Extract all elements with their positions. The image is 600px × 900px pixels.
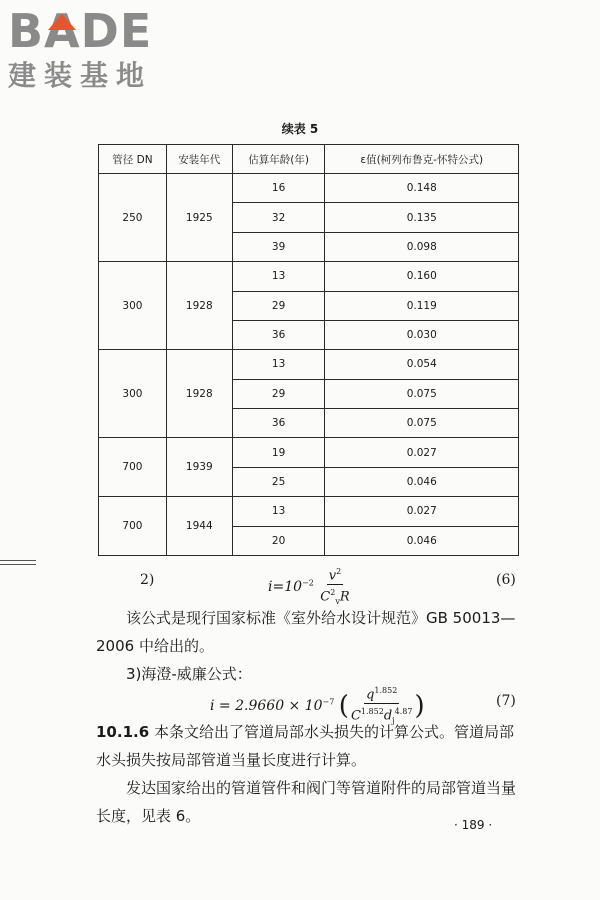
cell-year: 1925 <box>166 174 232 262</box>
right-paren: ) <box>414 691 425 722</box>
paragraph-hazen-williams: 3)海澄-威廉公式： <box>126 665 252 683</box>
equation-exponent: −2 <box>302 578 314 588</box>
equation-lhs: i = 2.9660 × 10 <box>210 698 323 715</box>
numerator-exponent: 2 <box>336 567 342 576</box>
cell-epsilon: 0.046 <box>325 526 519 556</box>
logo-brand: BADE <box>8 4 153 58</box>
logo <box>8 4 178 92</box>
cell-age: 25 <box>232 467 325 496</box>
cell-dn: 700 <box>99 438 167 497</box>
paragraph-standard: 该公式是现行国家标准《室外给水设计规范》GB 50013—2006 中给出的。 <box>96 609 516 655</box>
data-table <box>98 144 519 556</box>
equation-exponent: −7 <box>322 697 335 707</box>
denominator-mid: d <box>383 708 393 724</box>
cell-epsilon: 0.075 <box>325 409 519 438</box>
page-number: · 189 · <box>454 818 493 832</box>
fraction-numerator <box>364 683 399 704</box>
denominator-exponent: 1.852 <box>360 707 384 717</box>
cell-age: 19 <box>232 438 325 467</box>
cell-age: 29 <box>232 291 325 320</box>
cell-age: 36 <box>232 320 325 349</box>
header-age: 估算年龄(年) <box>232 145 325 174</box>
cell-age: 36 <box>232 409 325 438</box>
margin-mark <box>0 560 36 568</box>
header-epsilon: ε值(柯列布鲁克-怀特公式) <box>325 145 519 174</box>
cell-age: 16 <box>232 174 325 203</box>
table-row <box>99 174 519 203</box>
left-paren: ( <box>338 691 349 722</box>
logo-accent-triangle <box>48 14 76 30</box>
table-header-row <box>99 145 519 174</box>
header-dn: 管径 DN <box>99 145 167 174</box>
equation-number: (6) <box>496 572 516 588</box>
cell-dn: 300 <box>99 262 167 350</box>
cell-dn: 300 <box>99 350 167 438</box>
cell-dn: 250 <box>99 174 167 262</box>
denominator-exponent-2: 4.87 <box>394 707 413 717</box>
cell-epsilon: 0.046 <box>325 467 519 496</box>
table-row <box>99 438 519 467</box>
denominator-exponent: 2 <box>330 588 336 598</box>
denominator-subscript: j <box>392 716 395 726</box>
cell-epsilon: 0.027 <box>325 497 519 526</box>
cell-age: 13 <box>232 262 325 291</box>
cell-epsilon: 0.135 <box>325 203 519 232</box>
numerator-exponent: 1.852 <box>374 686 398 695</box>
paragraph-equivalent-length: 发达国家给出的管道管件和阀门等管道附件的局部管道当量长度，见表 6。 <box>96 779 517 825</box>
equation-number: (7) <box>496 693 516 709</box>
cell-year: 1928 <box>166 262 232 350</box>
fraction-numerator <box>327 564 343 585</box>
denominator-subscript: v <box>335 597 340 607</box>
clause-number: 10.1.6 <box>96 723 150 741</box>
header-year: 安装年代 <box>166 145 232 174</box>
cell-epsilon: 0.027 <box>325 438 519 467</box>
cell-age: 39 <box>232 232 325 261</box>
numerator-base: q <box>366 687 375 703</box>
denominator-base: C <box>350 708 361 724</box>
cell-age: 13 <box>232 497 325 526</box>
logo-subtitle: 建装基地 <box>8 59 153 92</box>
cell-epsilon: 0.148 <box>325 174 519 203</box>
table-caption: 续表 5 <box>281 122 319 136</box>
denominator-tail: R <box>339 589 350 605</box>
paragraph-10-1-6 <box>96 718 520 774</box>
cell-age: 13 <box>232 350 325 379</box>
cell-epsilon: 0.075 <box>325 379 519 408</box>
numerator-base: v <box>328 568 337 584</box>
cell-epsilon: 0.119 <box>325 291 519 320</box>
cell-age: 29 <box>232 379 325 408</box>
clause-text: 本条文给出了管道局部水头损失的计算公式。管道局部水头损失按局部管道当量长度进行计算。 <box>96 723 514 769</box>
cell-age: 20 <box>232 526 325 556</box>
equation-label: 2) <box>140 572 155 588</box>
cell-epsilon: 0.054 <box>325 350 519 379</box>
denominator-base: C <box>320 589 331 605</box>
equation-lhs: i=10 <box>268 579 303 596</box>
cell-age: 32 <box>232 203 325 232</box>
table-row <box>99 497 519 526</box>
table-row <box>99 262 519 291</box>
cell-year: 1944 <box>166 497 232 556</box>
cell-epsilon: 0.098 <box>325 232 519 261</box>
cell-year: 1939 <box>166 438 232 497</box>
table-row <box>99 350 519 379</box>
cell-dn: 700 <box>99 497 167 556</box>
cell-epsilon: 0.030 <box>325 320 519 349</box>
cell-epsilon: 0.160 <box>325 262 519 291</box>
cell-year: 1928 <box>166 350 232 438</box>
